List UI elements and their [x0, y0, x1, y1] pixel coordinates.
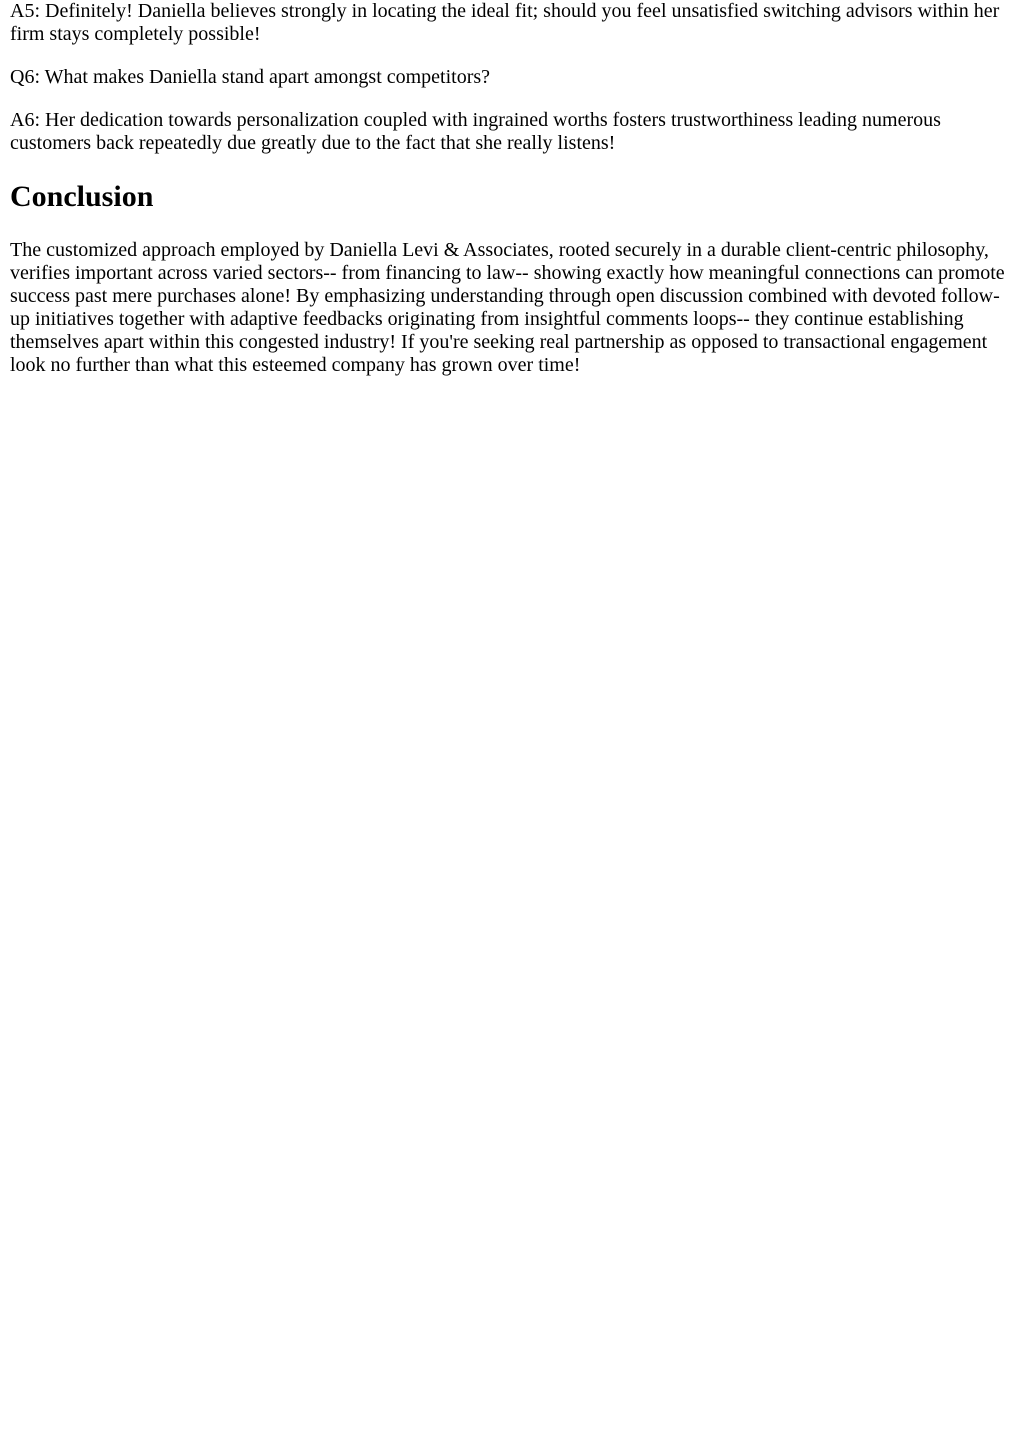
conclusion-heading: Conclusion	[10, 180, 154, 213]
faq-answer-5: A5: Definitely! Daniella believes strongly in locating the ideal fit; should you feel unsatisfied switching advisors within her firm stays completely possible!	[10, 0, 1000, 45]
faq-answer-6: A6: Her dedication towards personalization coupled with ingrained worths fosters trustworthiness leading numerous customers back repeatedly due greatly due to the fact that she really listens!	[10, 109, 941, 154]
article-content	[10, 0, 1014, 377]
conclusion-paragraph: The customized approach employed by Daniella Levi & Associates, rooted securely in a durable client-centric philosophy, verifies important across varied sectors-- from financing to law-- showing exactly how meaningful connections can promote success past mere purchases alone! By emphasizing understanding through open discussion combined with devoted follow-up initiatives together with adaptive feedbacks originating from insightful comments loops-- they continue establishing themselves apart within this congested industry! If you're seeking real partnership as opposed to transactional engagement look no further than what this esteemed company has grown over time!	[10, 239, 1005, 376]
faq-question-6: Q6: What makes Daniella stand apart amongst competitors?	[10, 66, 491, 88]
